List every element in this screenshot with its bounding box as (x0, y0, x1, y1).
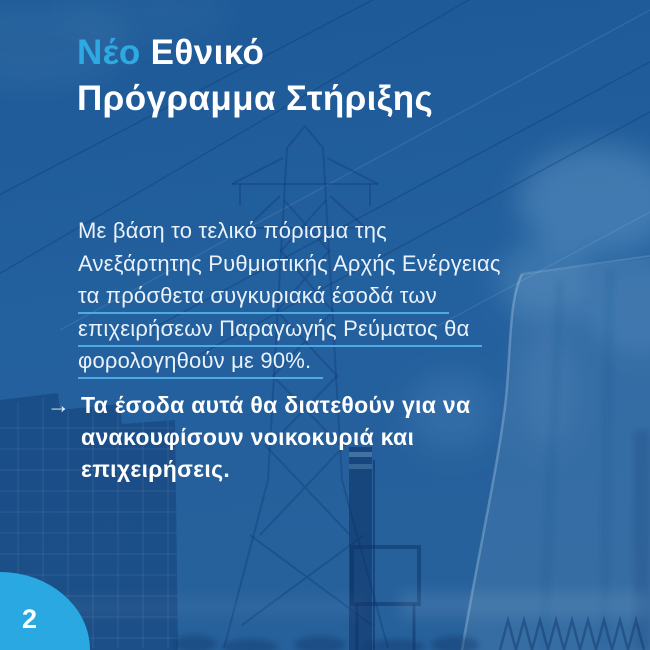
paragraph-underlined-line: φορολογηθούν με 90%. (78, 348, 578, 381)
title-line-2: Πρόγραμμα Στήριξης (77, 79, 434, 118)
arrow-right-icon: → (47, 392, 70, 418)
intro-paragraph (78, 218, 578, 381)
key-point-line: επιχειρήσεις. (81, 456, 231, 482)
paragraph-line: Με βάση το τελικό πόρισμα της (78, 218, 387, 243)
paragraph-underlined-line: τα πρόσθετα συγκυριακά έσοδά των (78, 283, 578, 316)
paragraph-underlined-line: επιχειρήσεων Παραγωγής Ρεύματος θα (78, 316, 578, 349)
key-point-text (81, 389, 470, 485)
key-point-line: Τα έσοδα αυτά θα διατεθούν για να (81, 392, 471, 418)
title-line-1-rest: Εθνικό (150, 33, 265, 72)
paragraph-line: Ανεξάρτητης Ρυθμιστικής Αρχής Ενέργειας (78, 250, 501, 276)
page-number: 2 (22, 604, 38, 634)
key-point-line: ανακουφίσουν νοικοκυριά και (81, 424, 415, 450)
title-accent-word: Νέο (77, 33, 141, 72)
key-point (47, 389, 470, 485)
title-line-1 (77, 30, 433, 76)
page-title (77, 30, 433, 122)
